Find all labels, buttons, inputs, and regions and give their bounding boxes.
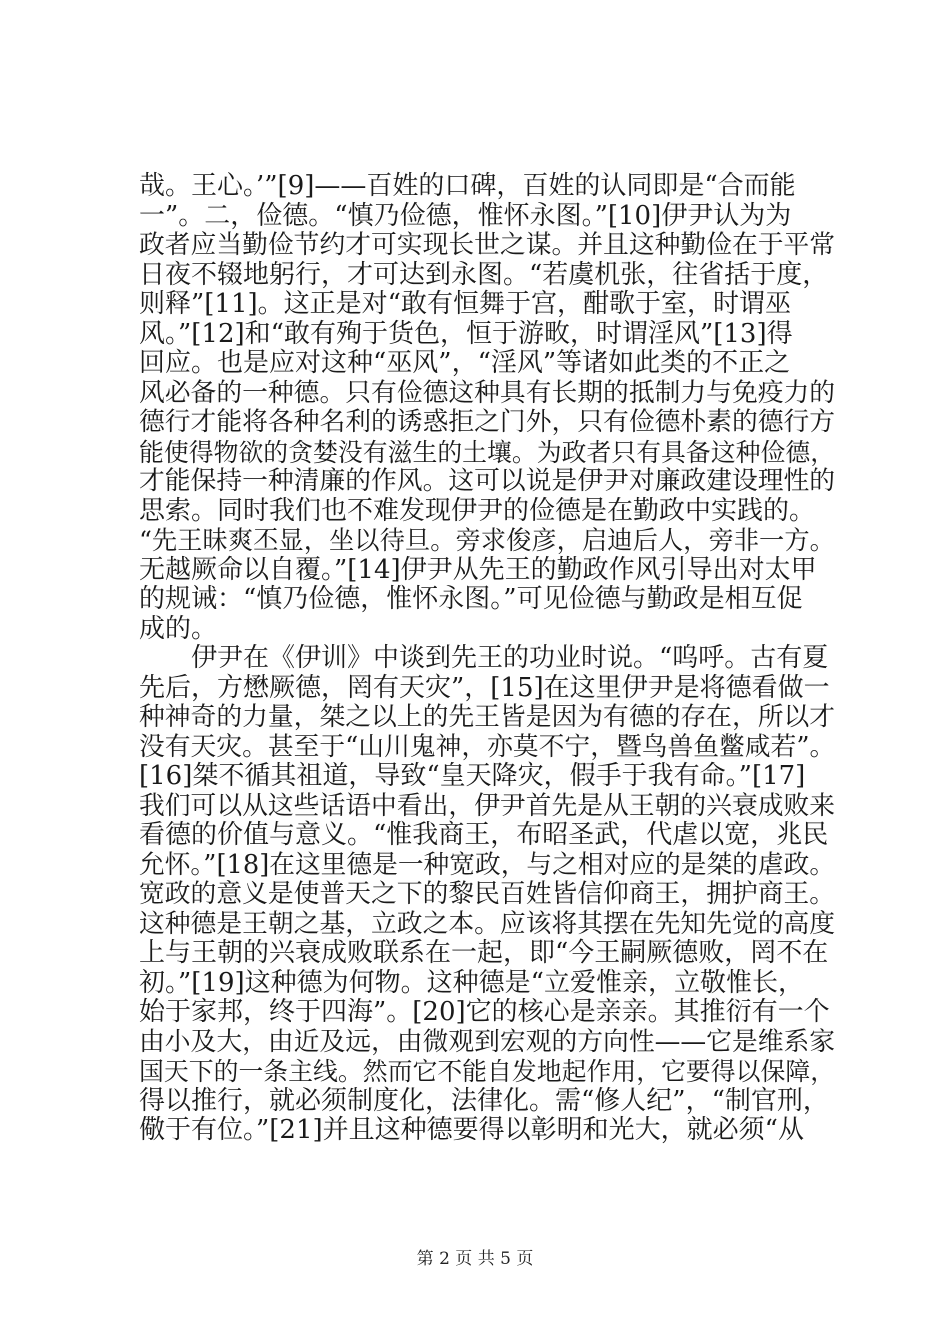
text-line: 哉。王心。’”[9]——百姓的口碑，百姓的认同即是“合而能 <box>139 171 796 201</box>
text-line: 伊尹在《伊训》中谈到先王的功业时说。“呜呼。古有夏 <box>139 643 829 673</box>
text-line: “先王昧爽丕显，坐以待旦。旁求俊彦，启迪后人，旁非一方。 <box>139 526 835 555</box>
page-number-footer: 第 2 页 共 5 页 <box>416 1249 534 1269</box>
text-line: 宽政的意义是使普天之下的黎民百姓皆信仰商王，拥护商王。 <box>139 879 836 909</box>
text-line: 由小及大，由近及远，由微观到宏观的方向性——它是维系家 <box>139 1026 836 1057</box>
text-line: 得以推行，就必须制度化，法律化。需“修人纪”，“制官刑， <box>139 1085 829 1116</box>
text-line: 风。”[12]和“敢有殉于货色，恒于游畋，时谓淫风”[13]得 <box>139 318 793 349</box>
text-line: 风必备的一种德。只有俭德这种具有长期的抵制力与免疫力的 <box>139 377 836 408</box>
text-line: 初。”[19]这种德为何物。这种德是“立爱惟亲，立敬惟长， <box>139 967 804 998</box>
text-line: 看德的价值与意义。“惟我商王，布昭圣武，代虐以宽，兆民 <box>139 820 829 850</box>
text-line: 思索。同时我们也不难发现伊尹的俭德是在勤政中实践的。 <box>139 495 816 526</box>
text-line: 的规诫：“慎乃俭德，惟怀永图。”可见俭德与勤政是相互促 <box>139 584 803 614</box>
text-line: 先后，方懋厥德，罔有天灾”，[15]在这里伊尹是将德看做一 <box>139 672 830 703</box>
text-line: 无越厥命以自覆。”[14]伊尹从先王的勤政作风引导出对太甲 <box>139 554 817 585</box>
text-line: 我们可以从这些话语中看出，伊尹首先是从王朝的兴衰成败来 <box>139 790 836 821</box>
text-line: 种神奇的力量，桀之以上的先王皆是因为有德的存在，所以才 <box>139 702 836 732</box>
text-line: 日夜不辍地躬行，才可达到永图。“若虞机张，往省括于度， <box>139 259 829 290</box>
text-line: 成的。 <box>139 613 218 644</box>
text-line: 则释”[11]。这正是对“敢有恒舞于宫，酣歌于室，时谓巫 <box>139 289 791 319</box>
text-line: 能使得物欲的贪婪没有滋生的土壤。为政者只有具备这种俭德， <box>139 437 836 467</box>
text-line: [16]桀不循其祖道，导致“皇天降灾，假手于我有命。”[17] <box>139 761 806 791</box>
text-line: 这种德是王朝之基，立政之本。应该将其摆在先知先觉的高度 <box>139 908 836 939</box>
text-line: 政者应当勤俭节约才可实现长世之谋。并且这种勤俭在于平常 <box>139 230 836 260</box>
text-line: 儆于有位。”[21]并且这种德要得以彰明和光大，就必须“从 <box>139 1115 804 1145</box>
text-line: 回应。也是应对这种“巫风”，“淫风”等诸如此类的不正之 <box>139 348 791 378</box>
text-line: 允怀。”[18]在这里德是一种宽政，与之相对应的是桀的虐政。 <box>139 849 836 880</box>
text-line: 没有天灾。甚至于“山川鬼神，亦莫不宁，暨鸟兽鱼鳖咸若”。 <box>139 731 836 762</box>
text-line: 一”。二，俭德。“慎乃俭德，惟怀永图。”[10]伊尹认为为 <box>139 200 792 231</box>
text-line: 德行才能将各种名利的诱惑拒之门外，只有俭德朴素的德行方 <box>139 407 836 437</box>
text-line: 上与王朝的兴衰成败联系在一起，即“今王嗣厥德败，罔不在 <box>139 938 829 968</box>
text-line: 才能保持一种清廉的作风。这可以说是伊尹对廉政建设理性的 <box>139 466 836 496</box>
text-line: 始于家邦，终于四海”。[20]它的核心是亲亲。其推衍有一个 <box>139 997 830 1027</box>
text-line: 国天下的一条主线。然而它不能自发地起作用，它要得以保障， <box>139 1057 836 1086</box>
body-text <box>139 172 839 1146</box>
